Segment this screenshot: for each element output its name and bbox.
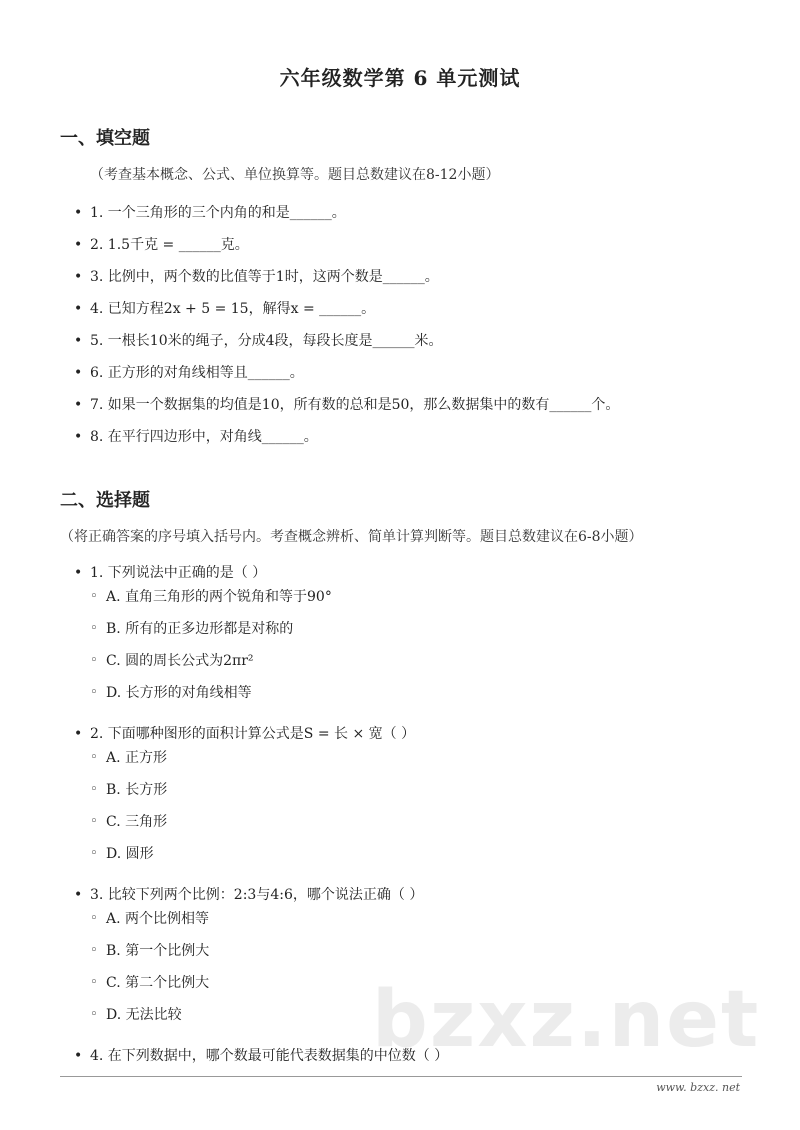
question-stem: • 3. 比较下列两个比例：2:3与4:6，哪个说法正确（ ） — [90, 887, 424, 903]
list-item: • 4. 已知方程2x + 5 = 15，解得x = ______。 — [74, 299, 619, 331]
option-list — [90, 748, 448, 876]
option-item: ◦ C. 三角形 — [90, 812, 448, 844]
question-stem: • 2. 下面哪种图形的面积计算公式是S = 长 × 宽（ ） — [90, 726, 416, 742]
option-item: ◦ A. 两个比例相等 — [90, 909, 448, 941]
option-item: ◦ D. 无法比较 — [90, 1005, 448, 1037]
list-item: • 8. 在平行四边形中，对角线______。 — [74, 427, 619, 459]
section-heading-multiple-choice: 二、选择题 — [60, 490, 150, 511]
list-item: • 5. 一根长10米的绳子，分成4段，每段长度是______米。 — [74, 331, 619, 363]
list-item: • 6. 正方形的对角线相等且______。 — [74, 363, 619, 395]
option-item: ◦ B. 第一个比例大 — [90, 941, 448, 973]
option-item: ◦ C. 圆的周长公式为2πr² — [90, 651, 448, 683]
option-item: ◦ B. 所有的正多边形都是对称的 — [90, 619, 448, 651]
page-title: 六年级数学第 6 单元测试 — [279, 66, 521, 90]
question-stem: • 4. 在下列数据中，哪个数最可能代表数据集的中位数（ ） — [90, 1048, 449, 1064]
section-note-fill-in: （考查基本概念、公式、单位换算等。题目总数建议在8-12小题） — [90, 167, 500, 183]
list-item: • 3. 比例中，两个数的比值等于1时，这两个数是______。 — [74, 267, 619, 299]
footer-url: www. bzxz. net — [656, 1081, 740, 1094]
option-list — [90, 587, 448, 715]
option-item: ◦ A. 直角三角形的两个锐角和等于90° — [90, 587, 448, 619]
fill-in-question-list — [74, 203, 619, 459]
option-item: ◦ D. 圆形 — [90, 844, 448, 876]
list-item — [74, 724, 448, 885]
question-stem: • 1. 下列说法中正确的是（ ） — [90, 565, 267, 581]
footer-divider — [60, 1076, 742, 1077]
watermark-logo: bzxz.net — [372, 975, 761, 1065]
section-heading-fill-in: 一、填空题 — [60, 128, 150, 149]
option-item: ◦ C. 第二个比例大 — [90, 973, 448, 1005]
option-item: ◦ B. 长方形 — [90, 780, 448, 812]
option-item: ◦ D. 长方形的对角线相等 — [90, 683, 448, 715]
list-item: • 7. 如果一个数据集的均值是10，所有数的总和是50，那么数据集中的数有______个。 — [74, 395, 619, 427]
list-item: • 2. 1.5千克 = ______克。 — [74, 235, 619, 267]
option-item: ◦ A. 正方形 — [90, 748, 448, 780]
list-item — [74, 563, 448, 724]
list-item: • 1. 一个三角形的三个内角的和是______。 — [74, 203, 619, 235]
section-note-multiple-choice: （将正确答案的序号填入括号内。考查概念辨析、简单计算判断等。题目总数建议在6-8小题） — [60, 529, 643, 545]
